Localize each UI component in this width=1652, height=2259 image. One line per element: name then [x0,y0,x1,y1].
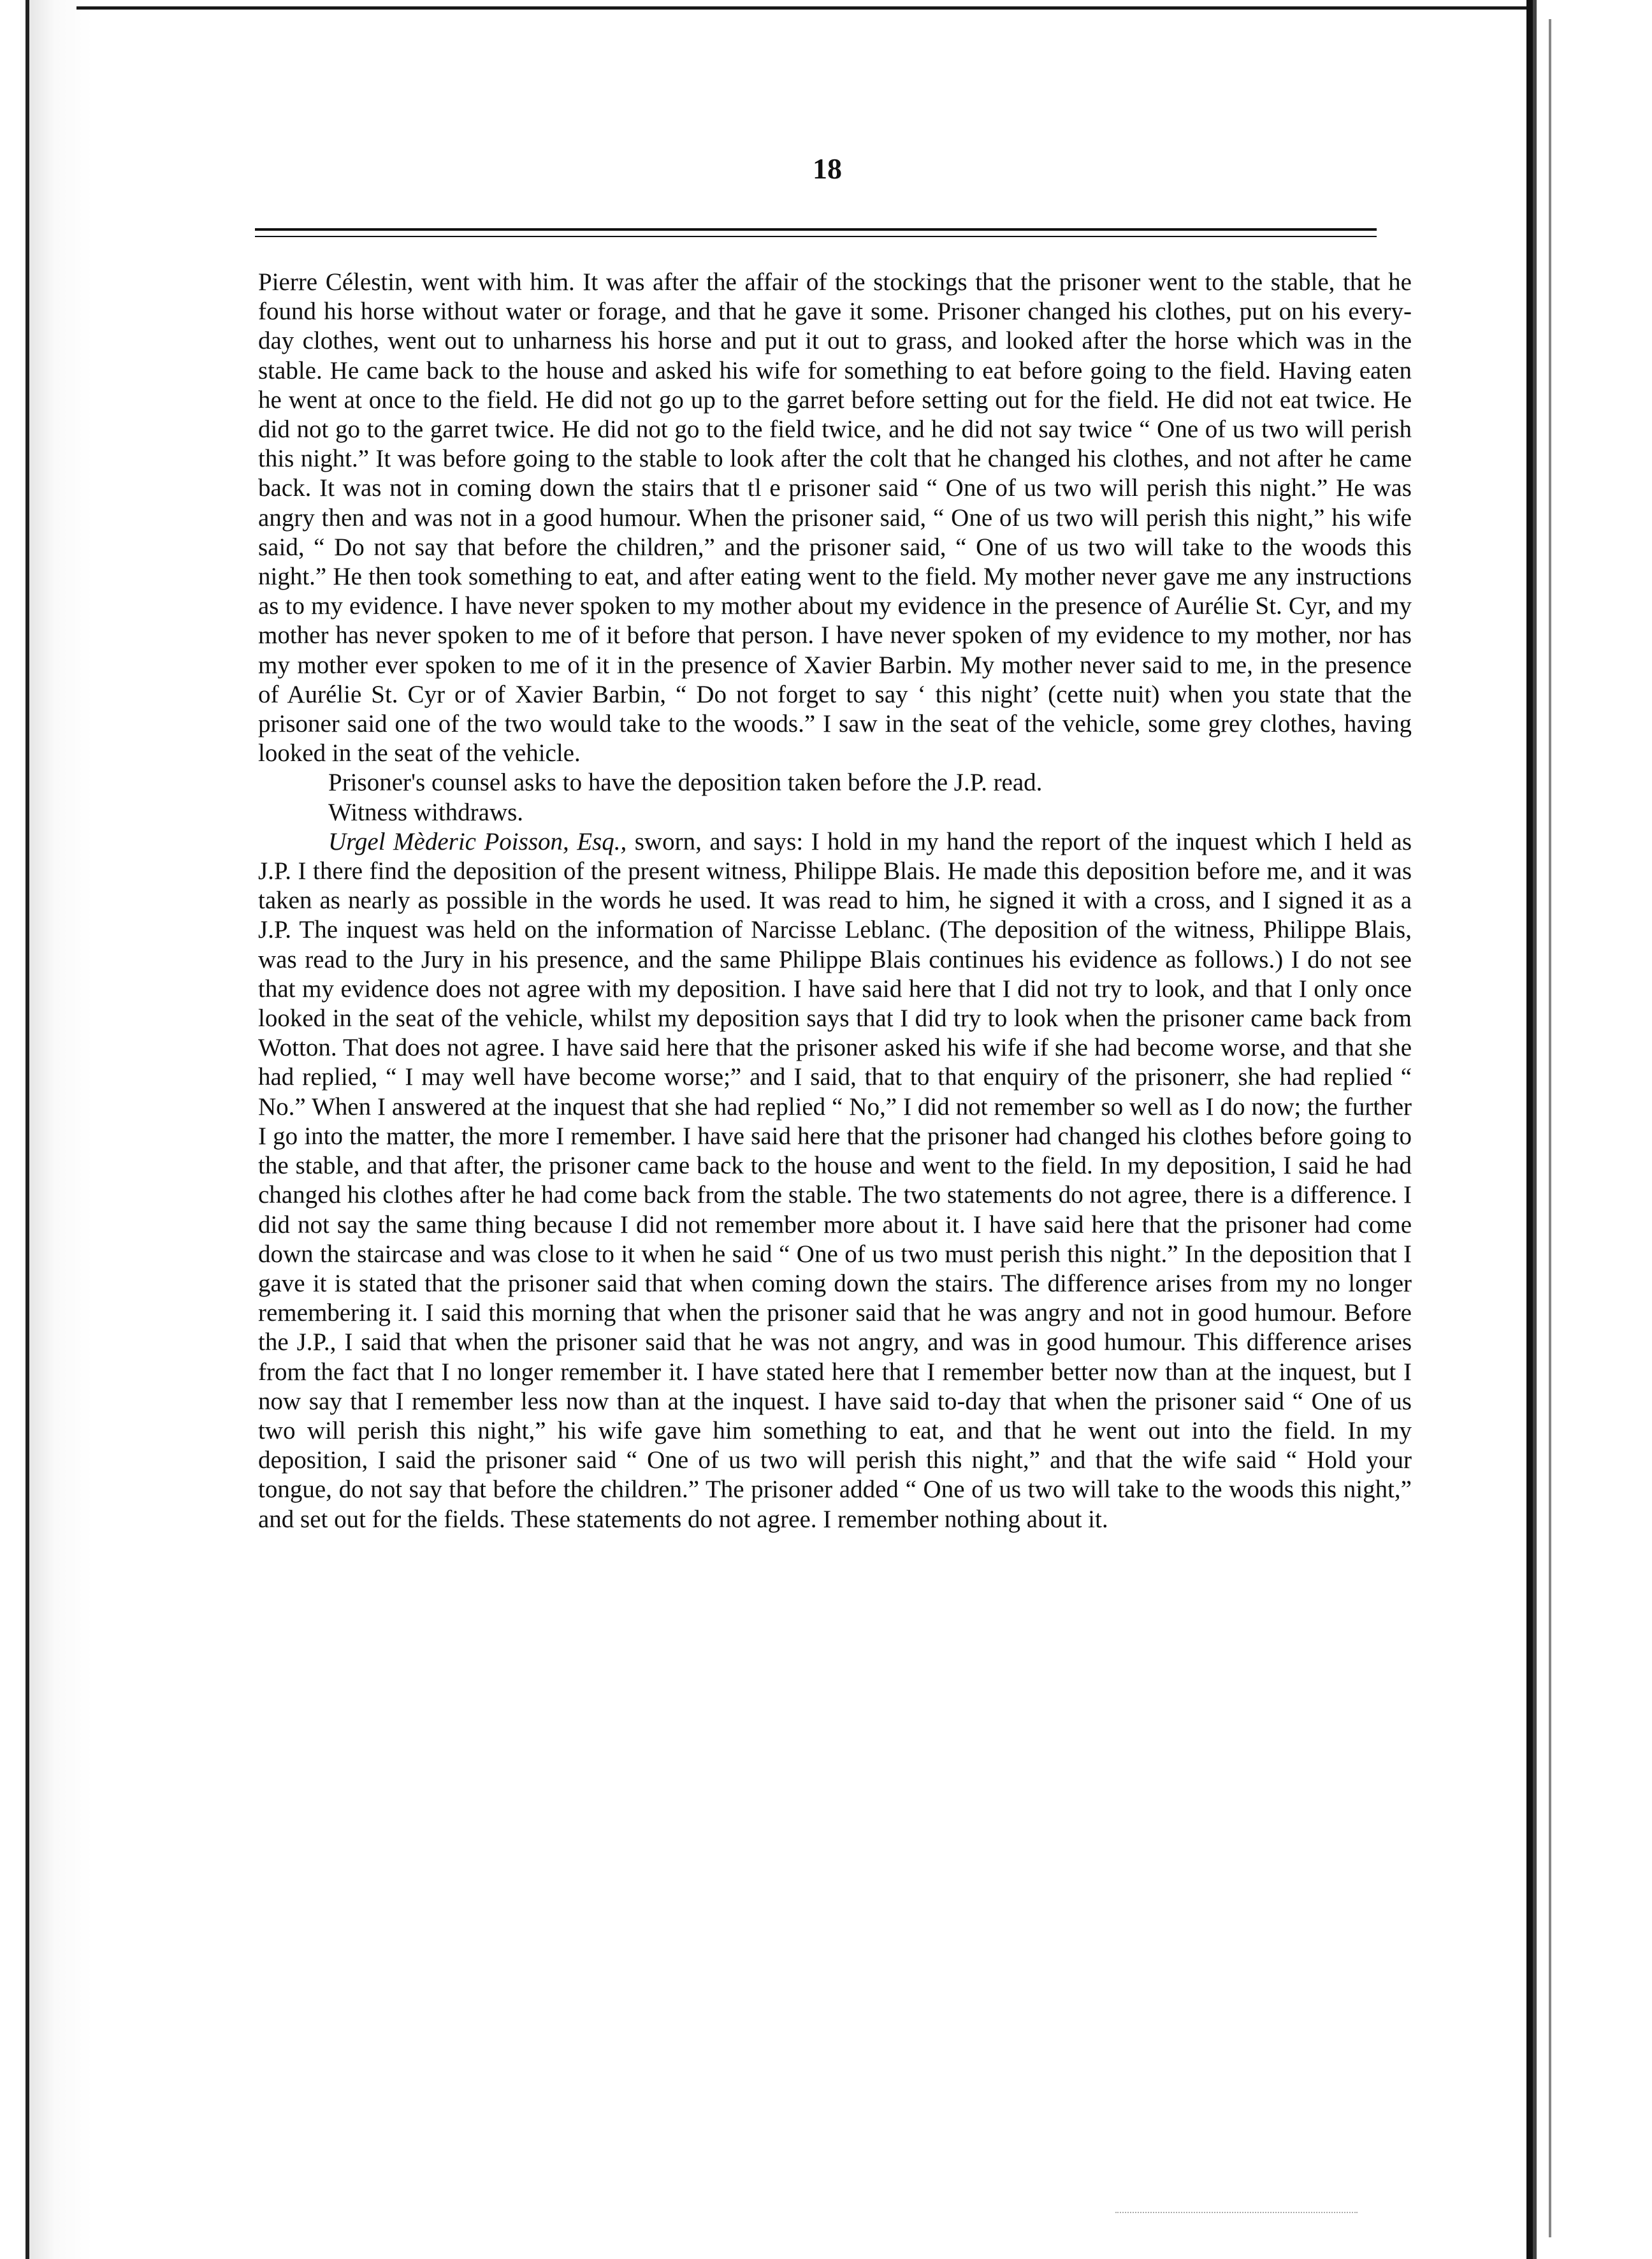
header-rule-thick [255,228,1377,231]
scan-right-edge [1526,0,1652,2259]
scan-top-edge [76,6,1568,18]
witness-name: Urgel Mèderic Poisson, Esq., [328,827,627,855]
paragraph: Witness withdraws. [328,798,524,826]
scan-left-edge [25,0,93,2259]
paragraph [258,827,1412,1534]
paragraph: Prisoner's counsel asks to have the deposition taken before the J.P. read. [328,769,1043,797]
scan-smudge [1115,2212,1358,2217]
header-rule-thin [255,236,1377,237]
paragraph: Pierre Célestin, went with him. It was after the affair of the stockings that the prisoner went to the stable, that he found his horse without water or forage, and that he gave it some. Prisoner changed his clothes, put on his every-day clothes, went out to unharness his horse and put it out to grass, and looked after the horse which was in the stable. He came back to the house and asked his wife for something to eat before going to the field. Having eaten he went at once to the field. He did not go up to the garret before setting out for the field. He did not eat twice. He did not go to the garret twice. He did not go to the field twice, and he did not say twice “ One of us two will perish this night.” It was before going to the stable to look after the colt that he changed his clothes, and not after he came back. It was not in coming down the stairs that tl e prisoner said “ One of us two will perish this night.” He was angry then and was not in a good humour. When the prisoner said, “ One of us two will perish this night,” his wife said, “ Do not say that before the children,” and the prisoner said, “ One of us two will take to the woods this night.” He then took something to eat, and after eating went to the field. My mother never gave me any instructions as to my evidence. I have never spoken to my mother about my evidence in the presence of Aurélie St. Cyr, and my mother has never spoken to me of it before that person. I have never spoken of my evidence to my mother, nor has my mother ever spoken to me of it in the presence of Xavier Barbin. My mother never said to me, in the presence of Aurélie St. Cyr or of Xavier Barbin, “ Do not forget to say ‘ this night’ (cette nuit) when you state that the prisoner said one of the two would take to the woods.” I saw in the seat of the vehicle, some grey clothes, having looked in the seat of the vehicle. [258,268,1412,767]
witness-testimony: sworn, and says: I hold in my hand the report of the inquest which I held as J.P. I there find the deposition of the present witness, Philippe Blais. He made this deposition before me, and it was taken as nearly as possible in the words he used. It was read to him, he signed it with a cross, and I signed it as a J.P. The inquest was held on the information of Narcisse Leblanc. (The deposition of the witness, Philippe Blais, was read to the Jury in his presence, and the same Philippe Blais continues his evidence as follows.) I do not see that my evidence does not agree with my deposition. I have said here that I did not try to look, and that I only once looked in the seat of the vehicle, whilst my deposition says that I did try to look when the prisoner came back from Wotton. That does not agree. I have said here that the prisoner asked his wife if she had become worse, and that she had replied, “ I may well have become worse;” and I said, that to that enquiry of the prisonerr, she had replied “ No.” When I answered at the inquest that she had replied “ No,” I did not remember so well as I do now; the further I go into the matter, the more I remember. I have said here that the prisoner had changed his clothes before going to the stable, and that after, the prisoner came back to the house and went to the field. In my deposition, I said he had changed his clothes after he had come back from the stable. The two statements do not agree, there is a difference. I did not say the same thing because I did not remember more about it. I have said here that the prisoner had come down the staircase and was close to it when he said “ One of us two must perish this night.” In the deposition that I gave it is stated that the prisoner said that when coming down the stairs. The difference arises from my no longer remembering it. I said this morning that when the prisoner said that he was angry and not in good humour. Before the J.P., I said that when the prisoner said that he was not angry, and was in good humour. This difference arises from the fact that I no longer remember it. I have stated here that I remember better now than at the inquest, but I now say that I remember less now than at the inquest. I have said to-day that when the prisoner said “ One of us two will perish this night,” his wife gave him something to eat, and that he went out into the field. In my deposition, I said the prisoner said “ One of us two will perish this night,” and that the wife said “ Hold your tongue, do not say that before the children.” The prisoner added “ One of us two will take to the woods this night,” and set out for the fields. These statements do not agree. I remember nothing about it. [258,827,1412,1533]
scan-right-edge-line [1549,19,1551,2237]
body-text [258,268,1412,1534]
page-number: 18 [813,152,842,185]
